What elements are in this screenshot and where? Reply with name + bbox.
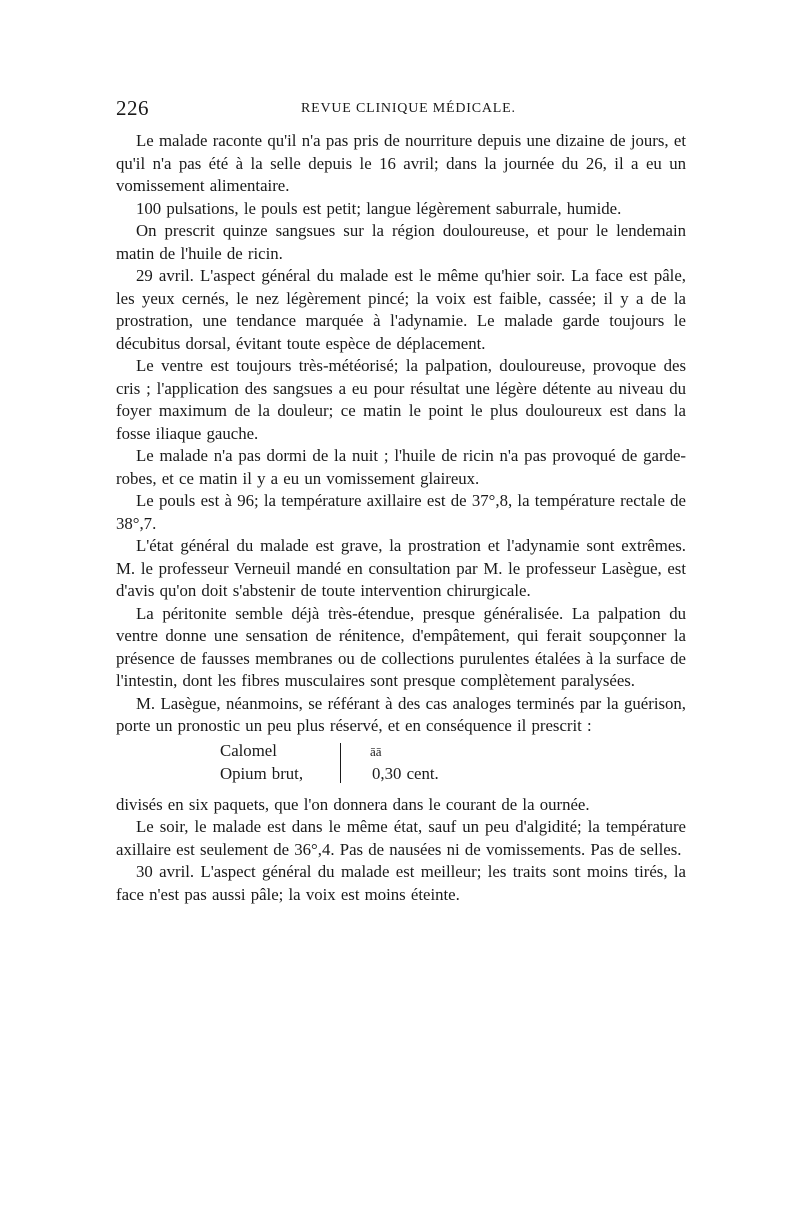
paragraph: Le pouls est à 96; la température axillaire est de 37°,8, la température rectale de 38°,7. xyxy=(116,491,686,533)
paragraph: 30 avril. L'aspect général du malade est meilleur; les traits sont moins tirés, la face n'est pas aussi pâle; la voix est moins éteinte. xyxy=(116,862,686,904)
paragraph: 100 pulsations, le pouls est petit; langue légèrement saburrale, humide. xyxy=(136,198,622,218)
prescription-drug: Opium brut, xyxy=(220,763,304,783)
running-title: REVUE CLINIQUE MÉDICALE. xyxy=(301,101,516,116)
brace-icon xyxy=(340,743,345,783)
prescription xyxy=(116,740,686,788)
prescription-drug: Calomel xyxy=(220,740,277,760)
body-text xyxy=(116,130,686,906)
paragraph: divisés en six paquets, que l'on donnera dans le courant de la ournée. xyxy=(116,794,590,814)
paragraph: 29 avril. L'aspect général du malade est le même qu'hier soir. La face est pâle, les yeux cernés, le nez légèrement pincé; la voix est faible, cassée; il y a de la prostration, une tendance marquée à l'adynamie. Le malade garde toujours le décubitus dorsal, évitant toute espèce de déplacement. xyxy=(116,266,686,353)
paragraph: M. Lasègue, néanmoins, se référant à des cas analoges terminés par la guérison, porte un pronostic un peu plus réservé, et en conséquence il prescrit : xyxy=(116,693,686,735)
paragraph: L'état général du malade est grave, la prostration et l'adynamie sont extrêmes. M. le professeur Verneuil mandé en consultation par M. le professeur Lasègue, est d'avis qu'on doit s'abstenir de toute intervention chirurgicale. xyxy=(116,536,686,600)
prescription-quantity: 0,30 cent. xyxy=(372,763,439,783)
prescription-quantity-abbreviation: āā xyxy=(370,743,382,759)
page-header xyxy=(116,96,686,120)
paragraph: Le malade raconte qu'il n'a pas pris de nourriture depuis une dizaine de jours, et qu'il n'a pas été à la selle depuis le 16 avril; dans la journée du 26, il a eu un vomissement alimentaire. xyxy=(116,131,686,195)
paragraph: Le soir, le malade est dans le même état, sauf un peu d'algidité; la température axillaire est seulement de 36°,4. Pas de nausées ni de vomissements. Pas de selles. xyxy=(116,817,686,859)
paragraph: Le ventre est toujours très-météorisé; la palpation, douloureuse, provoque des cris ; l'application des sangsues a eu pour résultat une légère détente au niveau du foyer maximum de la douleur; ce matin le point le plus douloureux est dans la fosse iliaque gauche. xyxy=(116,356,686,443)
paragraph: On prescrit quinze sangsues sur la région douloureuse, et pour le lendemain matin de l'huile de ricin. xyxy=(116,221,686,263)
paragraph: Le malade n'a pas dormi de la nuit ; l'huile de ricin n'a pas provoqué de garde-robes, et ce matin il y a eu un vomissement glaireux. xyxy=(116,446,686,488)
page-number: 226 xyxy=(116,96,149,120)
paragraph: La péritonite semble déjà très-étendue, presque généralisée. La palpation du ventre donne une sensation de rénitence, d'empâtement, qui ferait soupçonner la présence de fausses membranes ou de collections purulentes étalées à la surface de l'intestin, dont les fibres musculaires sont presque complètement paralysées. xyxy=(116,603,686,690)
